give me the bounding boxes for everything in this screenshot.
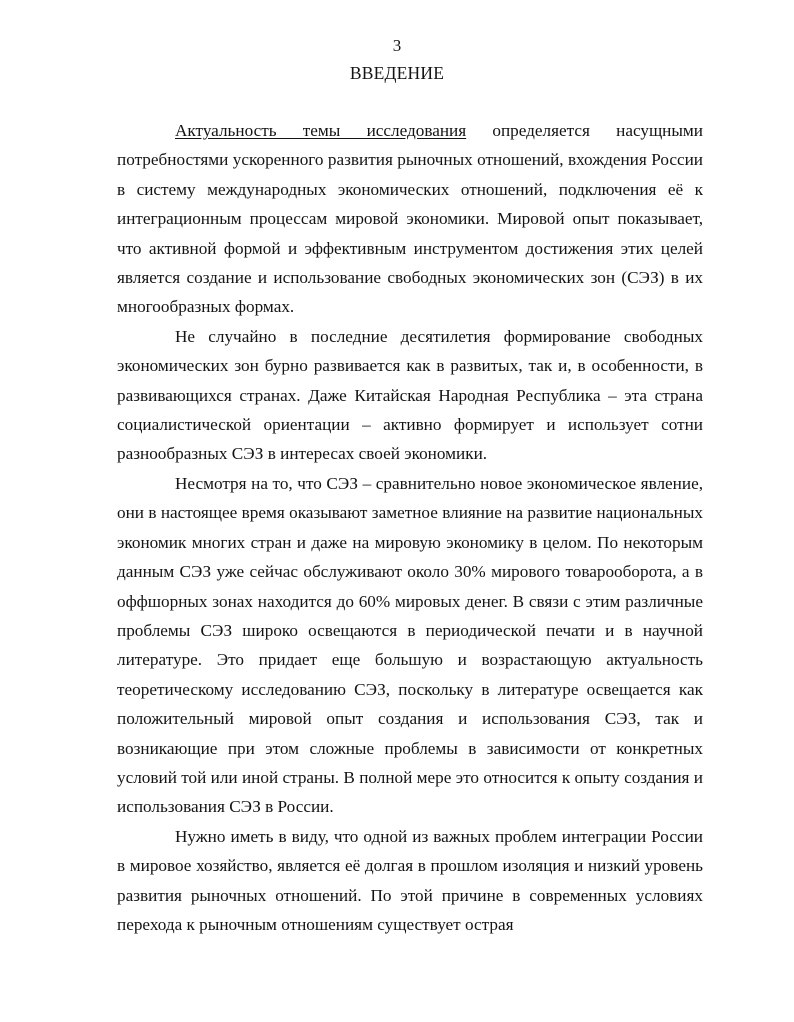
paragraph-text: определяется насущными потребностями ускоренного развития рыночных отношений, вхождения России в систему международных экономических отношений, подключения её к интеграционным процессам мировой экономики. Мировой опыт показывает, что активной формой и эффективным инструментом достижения этих целей является создание и использование свободных экономических зон (СЭЗ) в их многообразных формах. xyxy=(117,121,703,317)
paragraph-influence xyxy=(117,469,703,822)
page-number: 3 xyxy=(392,36,402,55)
document-body xyxy=(117,116,703,939)
paragraph-text: Несмотря на то, что СЭЗ – сравнительно новое экономическое явление, они в настоящее время оказывают заметное влияние на развитие национальных экономик многих стран и даже на мировую экономику в целом. По некоторым данным СЭЗ уже сейчас обслуживают около 30% мирового товарооборота, а в оффшорных зонах находится до 60% мировых денег. В связи с этим различные проблемы СЭЗ широко освещаются в периодической печати и в научной литературе. Это придает еще большую и возрастающую актуальность теоретическому исследованию СЭЗ, поскольку в литературе освещается как положительный мировой опыт создания и использования СЭЗ, так и возникающие при этом сложные проблемы в зависимости от конкретных условий той или иной страны. В полной мере это относится к опыту создания и использования СЭЗ в России. xyxy=(117,473,703,817)
relevance-lead-underlined: Актуальность темы исследования xyxy=(175,121,467,140)
paragraph-text: Не случайно в последние десятилетия формирование свободных экономических зон бурно развивается как в развитых, так и, в особенности, в развивающихся странах. Даже Китайская Народная Республика – эта страна социалистической ориентации – активно формирует и использует сотни разнообразных СЭЗ в интересах своей экономики. xyxy=(117,326,703,464)
paragraph-relevance xyxy=(117,116,703,322)
paragraph-development xyxy=(117,322,703,469)
section-heading: ВВЕДЕНИЕ xyxy=(349,63,445,83)
paragraph-integration xyxy=(117,822,703,940)
paragraph-text: Нужно иметь в виду, что одной из важных проблем интеграции России в мировое хозяйство, является её долгая в прошлом изоляция и низкий уровень развития рыночных отношений. По этой причине в современных условиях перехода к рыночным отношениям существует острая xyxy=(117,826,703,934)
